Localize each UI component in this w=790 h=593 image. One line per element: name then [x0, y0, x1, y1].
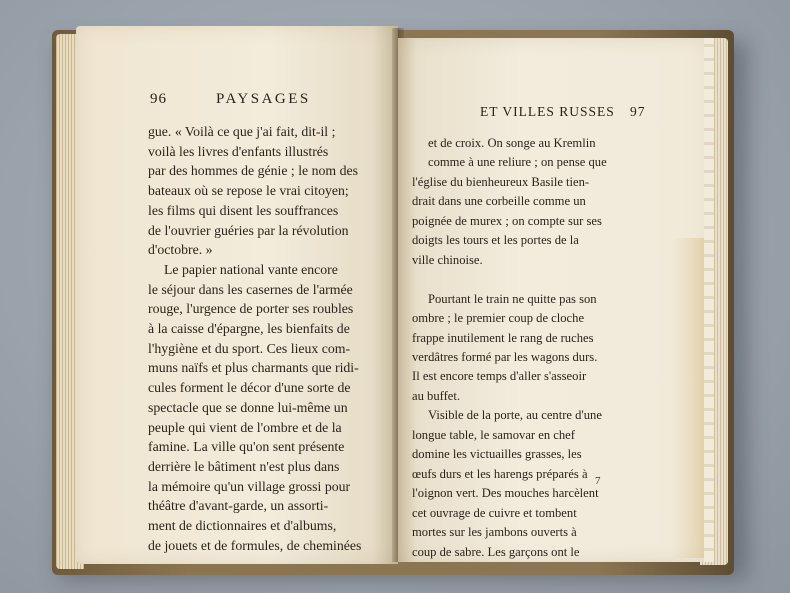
text-line: théâtre d'avant-garde, un assorti-: [148, 498, 329, 514]
text-line: [412, 270, 644, 289]
right-page: [398, 38, 710, 562]
text-line: ombre ; le premier coup de cloche: [412, 311, 585, 326]
text-line: Il est encore temps d'aller s'asseoir: [412, 369, 587, 384]
text-line: frappe inutilement le rang de ruches: [412, 330, 594, 345]
text-line: peuple qui vient de l'ombre et de la: [148, 419, 342, 435]
text-line: drait dans une corbeille comme un: [412, 194, 586, 209]
left-page-number: 96: [150, 91, 167, 107]
text-line: de l'ouvrier guéries par la révolution: [148, 222, 349, 238]
text-line: les films qui disent les souffrances: [148, 202, 339, 218]
text-line: Le papier national vante encore: [164, 261, 338, 277]
text-line: cules forment le décor d'une sorte de: [148, 380, 351, 396]
text-line: l'église du bienheureux Basile tien-: [412, 174, 590, 189]
text-line: et de croix. On songe au Kremlin: [428, 136, 596, 150]
text-line: verdâtres formé par les wagons durs.: [412, 349, 598, 364]
text-line: doigts les tours et les portes de la: [412, 233, 579, 248]
text-line: famine. La ville qu'on sent présente: [148, 439, 345, 455]
text-line: rouge, l'urgence de porter ses roubles: [148, 301, 354, 317]
text-line: derrière le bâtiment n'est plus dans: [148, 458, 340, 474]
text-line: voilà les livres d'enfants illustrés: [148, 143, 329, 159]
text-line: bateaux où se repose le vrai citoyen;: [148, 183, 349, 199]
text-line: Visible de la porte, au centre d'une: [428, 408, 602, 423]
right-page-number: 97: [630, 104, 646, 119]
text-line: gue. « Voilà ce que j'ai fait, dit-il ;: [148, 124, 336, 139]
text-line: Pourtant le train ne quitte pas son: [428, 291, 597, 306]
text-line: d'octobre. »: [148, 242, 213, 258]
signature-mark: 7: [595, 475, 601, 487]
left-running-head: PAYSAGES: [216, 91, 311, 107]
text-line: comme à une reliure ; on pense que: [428, 155, 607, 170]
text-line: à la caisse d'épargne, les bienfaits de: [148, 321, 350, 337]
text-line: longue table, le samovar en chef: [412, 427, 575, 442]
left-page-text: [148, 122, 394, 555]
text-line: cet ouvrage de cuivre et tombent: [412, 505, 577, 520]
text-line: au buffet.: [412, 388, 461, 403]
text-line: œufs durs et les harengs préparés à: [412, 466, 588, 481]
deckle-edge: [704, 38, 714, 562]
text-line: coup de sabre. Les garçons ont le: [412, 544, 580, 559]
left-page: [76, 26, 398, 564]
text-line: spectacle que se donne lui-même un: [148, 399, 348, 415]
text-line: poignée de murex ; on compte sur ses: [412, 213, 602, 228]
text-line: ville chinoise.: [412, 252, 483, 267]
right-running-head: ET VILLES RUSSES: [480, 104, 615, 119]
text-line: par des hommes de génie ; le nom des: [148, 163, 358, 179]
text-line: l'hygiène et du sport. Ces lieux com-: [148, 340, 351, 356]
text-line: le séjour dans les casernes de l'armée: [148, 281, 353, 297]
text-line: domine les victuailles grasses, les: [412, 447, 582, 462]
text-line: muns naïfs et plus charmants que ridi-: [148, 360, 359, 376]
text-line: l'oignon vert. Des mouches harcèlent: [412, 486, 599, 501]
text-line: de jouets et de formules, de cheminées: [148, 537, 362, 553]
right-page-text: [412, 134, 644, 562]
text-line: ment de dictionnaires et d'albums,: [148, 518, 337, 534]
text-line: mortes sur les jambons ouverts à: [412, 525, 577, 540]
text-line: la mémoire qu'un village grossi pour: [148, 478, 351, 494]
